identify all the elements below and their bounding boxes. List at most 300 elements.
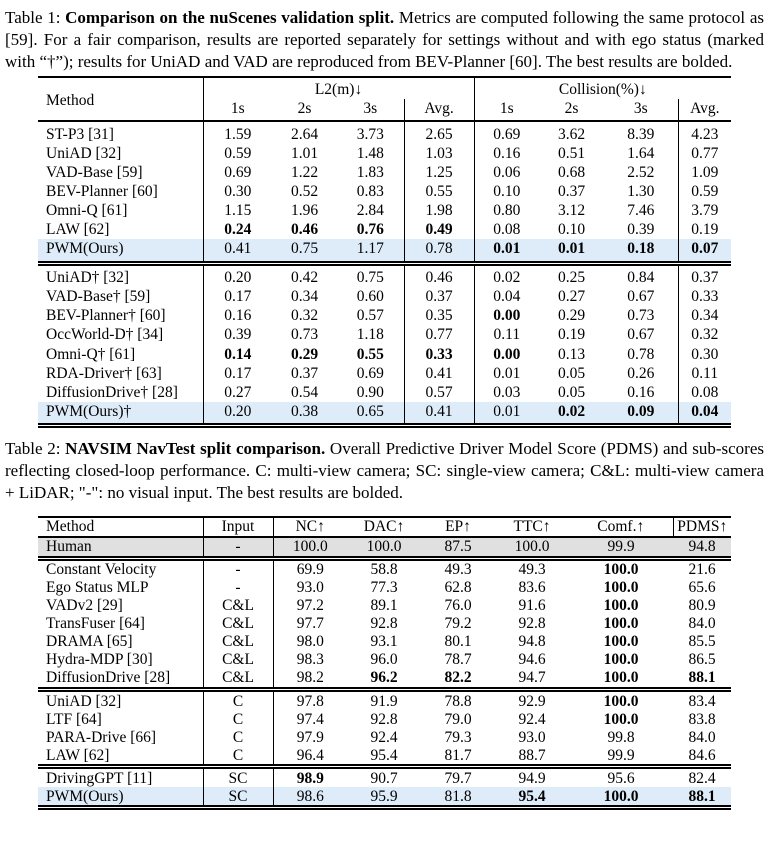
- column-header: Input: [203, 517, 273, 537]
- header-row: [38, 517, 731, 537]
- value-cell: 100.0: [603, 710, 639, 728]
- method-cell: UniAD [32]: [46, 145, 122, 163]
- value-cell: 2.64: [290, 125, 319, 143]
- value-cell: 88.7: [518, 746, 546, 764]
- value-cell: 0.33: [404, 345, 474, 364]
- value-cell: 95.4: [370, 746, 398, 764]
- value-cell: 1.83: [356, 164, 384, 182]
- value-cell: C&L: [203, 651, 273, 669]
- value-cell: 0.01: [474, 239, 539, 263]
- value-cell: 0.04: [678, 402, 731, 426]
- table-row: [38, 558, 731, 579]
- table-row: [38, 239, 731, 263]
- value-cell: 0.01: [474, 402, 539, 426]
- table-row: [38, 201, 731, 220]
- value-cell: 0.51: [557, 145, 586, 163]
- table-row: [38, 383, 731, 402]
- value-cell: 0.54: [290, 383, 319, 401]
- value-cell: 0.59: [678, 182, 731, 201]
- method-cell: DiffusionDrive [28]: [46, 669, 171, 687]
- method-cell: DRAMA [65]: [46, 633, 133, 651]
- value-cell: 80.1: [444, 633, 472, 651]
- table-row: [38, 651, 731, 669]
- method-cell: DrivingGPT [11]: [46, 769, 153, 787]
- method-cell: DiffusionDrive† [28]: [46, 383, 178, 401]
- value-cell: 3.12: [557, 202, 586, 220]
- method-cell: PWM(Ours): [38, 787, 203, 808]
- value-cell: 100.0: [603, 692, 639, 710]
- value-cell: 79.0: [444, 710, 472, 728]
- value-cell: 94.9: [518, 769, 546, 787]
- value-cell: 100.0: [569, 787, 673, 808]
- value-cell: 0.13: [557, 345, 586, 363]
- value-cell: 0.16: [474, 144, 539, 163]
- value-cell: 3.62: [557, 125, 586, 143]
- value-cell: 100.0: [495, 537, 569, 559]
- table-section: [38, 558, 731, 689]
- value-cell: 0.41: [404, 364, 474, 383]
- value-cell: 94.8: [673, 537, 731, 559]
- value-cell: -: [203, 558, 273, 579]
- value-cell: C&L: [203, 669, 273, 690]
- value-cell: 95.6: [607, 769, 635, 787]
- column-header: L2(m)↓: [203, 77, 474, 99]
- value-cell: 99.9: [607, 746, 635, 764]
- value-cell: -: [203, 579, 273, 597]
- value-cell: 0.68: [557, 164, 586, 182]
- value-cell: 100.0: [603, 579, 639, 597]
- value-cell: 1.59: [203, 121, 272, 144]
- table2-caption: [5, 438, 764, 503]
- method-cell: LAW [62]: [46, 746, 110, 764]
- method-cell: Omni-Q† [61]: [46, 345, 136, 363]
- column-header: Collision(%)↓: [474, 77, 731, 99]
- table-section: [38, 537, 731, 559]
- table-header: [38, 517, 731, 537]
- method-cell: PWM(Ours): [38, 239, 203, 263]
- table-row: [38, 121, 731, 144]
- table1-container: [38, 76, 764, 428]
- value-cell: 100.0: [603, 669, 639, 687]
- table-row: [38, 615, 731, 633]
- method-cell: Constant Velocity: [46, 561, 157, 579]
- value-cell: 0.06: [474, 163, 539, 182]
- value-cell: 0.34: [678, 306, 731, 325]
- value-cell: 0.55: [356, 345, 384, 363]
- value-cell: 0.46: [404, 263, 474, 287]
- value-cell: 0.02: [539, 402, 604, 426]
- method-cell: BEV-Planner† [60]: [46, 307, 166, 325]
- value-cell: 84.6: [688, 746, 716, 764]
- value-cell: 1.98: [404, 201, 474, 220]
- value-cell: 0.01: [539, 239, 604, 263]
- value-cell: 0.29: [557, 307, 586, 325]
- column-header: Method: [46, 91, 95, 109]
- value-cell: 49.3: [518, 561, 546, 579]
- method-cell: LAW [62]: [46, 221, 110, 239]
- value-cell: -: [203, 537, 273, 559]
- column-header: 3s: [363, 100, 378, 118]
- column-header: 2s: [297, 100, 312, 118]
- method-cell: OccWorld-D† [34]: [46, 326, 164, 344]
- value-cell: 99.9: [569, 537, 673, 559]
- value-cell: C: [203, 710, 273, 728]
- table-row: [38, 325, 731, 344]
- column-header: Method: [46, 518, 95, 536]
- value-cell: 0.27: [557, 288, 586, 306]
- value-cell: 0.14: [203, 345, 272, 364]
- value-cell: 1.96: [290, 202, 319, 220]
- value-cell: 0.75: [272, 239, 337, 263]
- value-cell: 98.0: [273, 633, 347, 651]
- method-cell: PARA-Drive [66]: [46, 728, 157, 746]
- value-cell: 0.19: [557, 326, 586, 344]
- value-cell: 0.75: [356, 269, 384, 287]
- value-cell: 84.0: [688, 615, 716, 633]
- table-row: [38, 287, 731, 306]
- value-cell: 0.34: [290, 288, 319, 306]
- value-cell: 100.0: [603, 651, 639, 669]
- value-cell: 0.69: [203, 163, 272, 182]
- value-cell: 100.0: [347, 537, 421, 559]
- value-cell: 1.09: [678, 163, 731, 182]
- value-cell: C&L: [203, 633, 273, 651]
- value-cell: 0.17: [203, 364, 272, 383]
- value-cell: 0.29: [290, 345, 319, 363]
- value-cell: 97.7: [273, 615, 347, 633]
- value-cell: 0.20: [203, 263, 272, 287]
- value-cell: 93.0: [273, 579, 347, 597]
- value-cell: 0.41: [203, 239, 272, 263]
- table-row: [38, 579, 731, 597]
- value-cell: 92.8: [518, 615, 546, 633]
- value-cell: 0.57: [404, 383, 474, 402]
- table1-caption-label: Table 1:: [5, 8, 66, 27]
- value-cell: 0.37: [557, 183, 586, 201]
- value-cell: 0.69: [474, 121, 539, 144]
- value-cell: 100.0: [603, 561, 639, 579]
- table-section: [38, 121, 731, 263]
- value-cell: 7.46: [627, 202, 655, 220]
- method-cell: PWM(Ours)†: [38, 402, 203, 426]
- method-cell: RDA-Driver† [63]: [46, 364, 162, 382]
- method-cell: LTF [64]: [46, 710, 102, 728]
- value-cell: 76.0: [444, 597, 472, 615]
- value-cell: 94.6: [518, 651, 546, 669]
- value-cell: 0.33: [678, 287, 731, 306]
- table-row: [38, 597, 731, 615]
- value-cell: 99.8: [607, 728, 635, 746]
- value-cell: 94.8: [518, 633, 546, 651]
- value-cell: 1.03: [404, 144, 474, 163]
- value-cell: 0.42: [290, 269, 319, 287]
- method-cell: BEV-Planner [60]: [46, 183, 158, 201]
- value-cell: 100.0: [603, 597, 639, 615]
- table2-caption-text: Overall Predictive Driver Model Score (PDMS) and sub-scores reflecting closed-loop performance. C: multi-view camera; SC: single-view camera; C&L: multi-view camera + LiDAR; "-": no visual input. The best results are bolded.: [5, 439, 764, 502]
- method-cell: TransFuser [64]: [46, 615, 145, 633]
- value-cell: 0.38: [272, 402, 337, 426]
- value-cell: SC: [203, 767, 273, 788]
- value-cell: 0.10: [474, 182, 539, 201]
- table-row: [38, 306, 731, 325]
- value-cell: 0.03: [474, 383, 539, 402]
- value-cell: 0.07: [678, 239, 731, 263]
- value-cell: 62.8: [444, 579, 472, 597]
- value-cell: 0.78: [627, 345, 655, 363]
- value-cell: 3.73: [356, 125, 384, 143]
- table1-caption-text: Metrics are computed following the same protocol as [59]. For a fair comparison, results are reported separately for settings without and with ego status (marked with “†”); results for UniAD and VAD are reproduced from BEV-Planner [60]. The best results are bolded.: [5, 8, 765, 71]
- value-cell: 0.69: [356, 364, 384, 382]
- value-cell: 97.4: [273, 710, 347, 728]
- value-cell: C: [203, 690, 273, 711]
- value-cell: 0.77: [404, 325, 474, 344]
- value-cell: 0.60: [356, 288, 384, 306]
- value-cell: 2.52: [627, 164, 655, 182]
- table-row: [38, 182, 731, 201]
- method-cell: Ego Status MLP: [46, 579, 149, 597]
- value-cell: 0.37: [678, 263, 731, 287]
- method-cell: VAD-Base† [59]: [46, 288, 151, 306]
- value-cell: 95.4: [495, 787, 569, 808]
- value-cell: 89.1: [370, 597, 398, 615]
- method-cell: UniAD [32]: [46, 692, 122, 710]
- value-cell: 0.46: [290, 221, 319, 239]
- value-cell: 0.18: [604, 239, 678, 263]
- table1-caption-title: Comparison on the nuScenes validation split.: [65, 8, 395, 27]
- value-cell: C&L: [203, 615, 273, 633]
- value-cell: 0.55: [404, 182, 474, 201]
- table-row: [38, 345, 731, 364]
- value-cell: 0.52: [290, 183, 319, 201]
- value-cell: 3.79: [678, 201, 731, 220]
- value-cell: 0.37: [290, 364, 319, 382]
- value-cell: 80.9: [688, 597, 716, 615]
- value-cell: 1.48: [356, 145, 384, 163]
- table1-caption: [5, 7, 764, 72]
- value-cell: 0.49: [404, 220, 474, 239]
- table-header: [38, 77, 731, 121]
- value-cell: 90.7: [370, 769, 398, 787]
- value-cell: 21.6: [688, 561, 716, 579]
- value-cell: 88.1: [673, 787, 731, 808]
- value-cell: 92.8: [370, 615, 398, 633]
- value-cell: 8.39: [627, 125, 655, 143]
- method-cell: VADv2 [29]: [46, 597, 123, 615]
- value-cell: 0.08: [474, 220, 539, 239]
- value-cell: 0.41: [404, 402, 474, 426]
- value-cell: 97.8: [273, 690, 347, 711]
- value-cell: 0.67: [627, 326, 655, 344]
- table-row: [38, 263, 731, 287]
- value-cell: 0.02: [474, 263, 539, 287]
- value-cell: 0.08: [678, 383, 731, 402]
- value-cell: 93.0: [518, 728, 546, 746]
- value-cell: 2.84: [356, 202, 384, 220]
- value-cell: 0.37: [404, 287, 474, 306]
- value-cell: 92.8: [370, 710, 398, 728]
- table-row: [38, 364, 731, 383]
- value-cell: 83.6: [518, 579, 546, 597]
- table-section: [38, 690, 731, 767]
- value-cell: 0.30: [203, 182, 272, 201]
- value-cell: 0.83: [356, 183, 384, 201]
- column-header: EP↑: [445, 518, 471, 536]
- value-cell: 91.6: [518, 597, 546, 615]
- value-cell: 0.01: [474, 364, 539, 383]
- header-row: [38, 77, 731, 99]
- value-cell: 100.0: [273, 537, 347, 559]
- value-cell: 93.1: [370, 633, 398, 651]
- value-cell: 0.78: [404, 239, 474, 263]
- value-cell: 1.64: [627, 145, 655, 163]
- value-cell: 0.27: [203, 383, 272, 402]
- table2-caption-label: Table 2:: [5, 439, 66, 459]
- column-header: 3s: [633, 100, 648, 118]
- value-cell: 79.7: [444, 769, 472, 787]
- value-cell: 82.4: [688, 769, 716, 787]
- value-cell: 98.2: [273, 669, 347, 690]
- method-cell: Human: [38, 537, 203, 559]
- value-cell: 0.84: [627, 269, 655, 287]
- value-cell: 98.3: [273, 651, 347, 669]
- value-cell: 1.18: [356, 326, 384, 344]
- column-header: NC↑: [273, 517, 347, 537]
- value-cell: 79.3: [444, 728, 472, 746]
- value-cell: 83.8: [688, 710, 716, 728]
- value-cell: 1.30: [627, 183, 655, 201]
- table-row: [38, 746, 731, 767]
- value-cell: 0.32: [290, 307, 319, 325]
- value-cell: 0.11: [678, 364, 731, 383]
- value-cell: 91.9: [370, 692, 398, 710]
- value-cell: 1.22: [290, 164, 319, 182]
- value-cell: 0.04: [474, 287, 539, 306]
- table-row: [38, 163, 731, 182]
- value-cell: 0.73: [290, 326, 319, 344]
- column-header: PDMS↑: [673, 517, 731, 537]
- value-cell: 98.6: [273, 787, 347, 808]
- column-header: DAC↑: [363, 518, 405, 536]
- table-row: [38, 220, 731, 239]
- value-cell: 0.39: [627, 221, 655, 239]
- value-cell: 77.3: [370, 579, 398, 597]
- column-header: Comf.↑: [597, 518, 645, 536]
- value-cell: 87.5: [421, 537, 495, 559]
- value-cell: 0.25: [557, 269, 586, 287]
- value-cell: 0.16: [203, 306, 272, 325]
- value-cell: 92.9: [518, 692, 546, 710]
- value-cell: 100.0: [603, 615, 639, 633]
- value-cell: 0.67: [627, 288, 655, 306]
- value-cell: SC: [203, 787, 273, 808]
- value-cell: 0.76: [356, 221, 384, 239]
- value-cell: 0.11: [474, 325, 539, 344]
- value-cell: 0.59: [203, 144, 272, 163]
- value-cell: C: [203, 728, 273, 746]
- value-cell: 0.05: [557, 383, 586, 401]
- table-row: [38, 690, 731, 711]
- table2-container: [38, 516, 764, 811]
- method-cell: Omni-Q [61]: [46, 202, 128, 220]
- column-header: Avg.: [678, 99, 731, 121]
- value-cell: 96.4: [273, 746, 347, 767]
- navsim-comparison-table: [38, 516, 731, 811]
- value-cell: 100.0: [603, 633, 639, 651]
- value-cell: 0.90: [356, 383, 384, 401]
- column-header: TTC↑: [513, 518, 551, 536]
- value-cell: 0.32: [678, 325, 731, 344]
- value-cell: 0.19: [678, 220, 731, 239]
- table-row: [38, 767, 731, 788]
- column-header: 1s: [474, 99, 539, 121]
- value-cell: 1.17: [337, 239, 404, 263]
- value-cell: 97.9: [273, 728, 347, 746]
- value-cell: 0.24: [203, 220, 272, 239]
- value-cell: 2.65: [404, 121, 474, 144]
- table2-caption-title: NAVSIM NavTest split comparison.: [65, 439, 326, 459]
- value-cell: 0.00: [474, 306, 539, 325]
- method-cell: ST-P3 [31]: [46, 125, 114, 143]
- table-row: [38, 669, 731, 690]
- table-row: [38, 537, 731, 559]
- value-cell: 84.0: [688, 728, 716, 746]
- method-cell: Hydra-MDP [30]: [46, 651, 153, 669]
- value-cell: 0.10: [557, 221, 586, 239]
- value-cell: 78.7: [444, 651, 472, 669]
- value-cell: 0.77: [678, 144, 731, 163]
- value-cell: 0.09: [604, 402, 678, 426]
- value-cell: 0.39: [203, 325, 272, 344]
- table-row: [38, 144, 731, 163]
- table-section: [38, 767, 731, 808]
- value-cell: 0.65: [337, 402, 404, 426]
- value-cell: 69.9: [273, 558, 347, 579]
- value-cell: 96.0: [370, 651, 398, 669]
- table-section: [38, 263, 731, 425]
- value-cell: 0.30: [678, 345, 731, 364]
- table-row: [38, 710, 731, 728]
- value-cell: 79.2: [444, 615, 472, 633]
- table-row: [38, 633, 731, 651]
- column-header: 2s: [564, 100, 579, 118]
- value-cell: 82.2: [444, 669, 472, 687]
- value-cell: 0.57: [356, 307, 384, 325]
- value-cell: 1.01: [290, 145, 319, 163]
- value-cell: 96.2: [370, 669, 398, 687]
- value-cell: 88.1: [688, 669, 716, 687]
- table-row: [38, 402, 731, 426]
- value-cell: 0.00: [474, 345, 539, 364]
- value-cell: 94.7: [518, 669, 546, 687]
- value-cell: 0.16: [627, 383, 655, 401]
- value-cell: 81.7: [444, 746, 472, 764]
- value-cell: 0.80: [474, 201, 539, 220]
- value-cell: 4.23: [678, 121, 731, 144]
- value-cell: 81.8: [421, 787, 495, 808]
- table-row: [38, 728, 731, 746]
- value-cell: C: [203, 746, 273, 767]
- table-row: [38, 787, 731, 808]
- value-cell: 0.73: [627, 307, 655, 325]
- value-cell: 1.15: [203, 201, 272, 220]
- value-cell: 0.17: [203, 287, 272, 306]
- method-cell: UniAD† [32]: [46, 269, 130, 287]
- value-cell: 1.25: [404, 163, 474, 182]
- value-cell: 65.6: [688, 579, 716, 597]
- value-cell: 98.9: [273, 767, 347, 788]
- value-cell: C&L: [203, 597, 273, 615]
- column-header: 1s: [203, 99, 272, 121]
